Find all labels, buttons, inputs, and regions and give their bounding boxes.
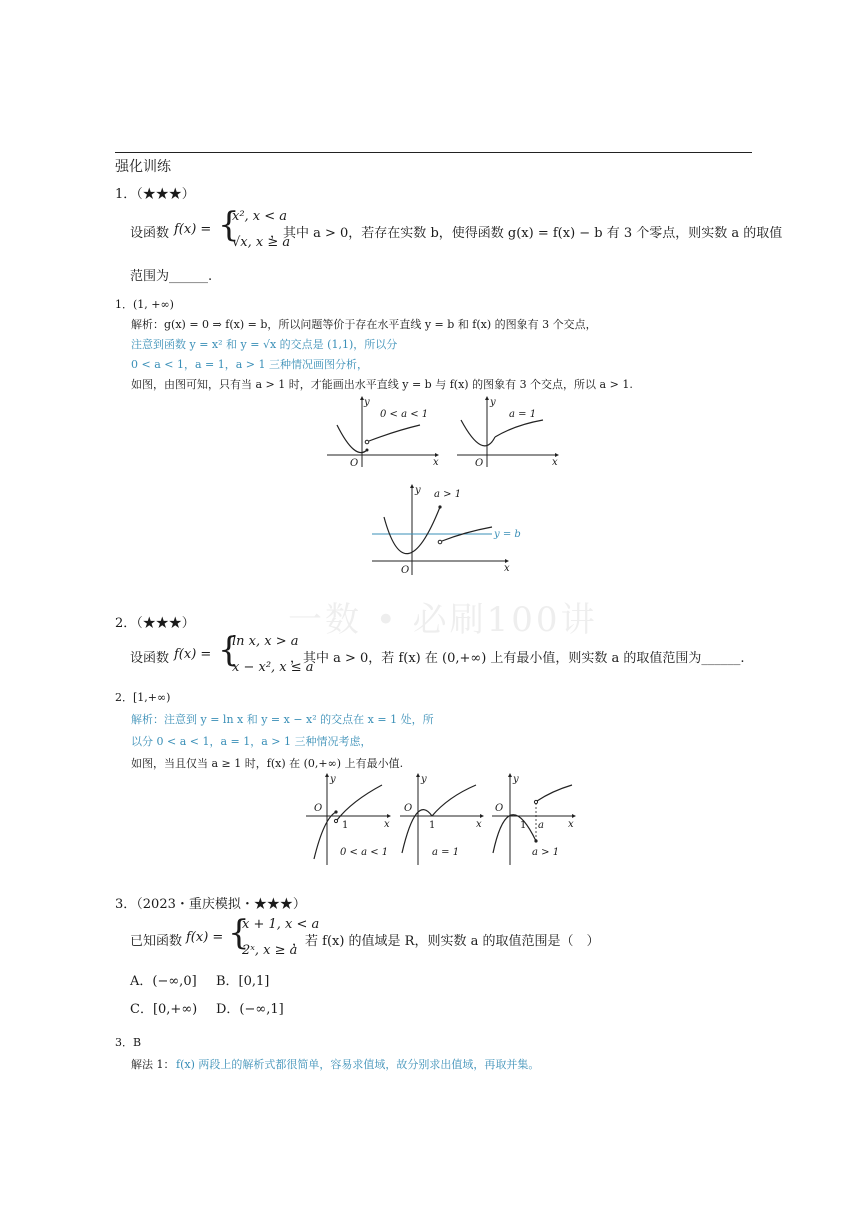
header-rule [115, 152, 752, 153]
q1-fx: f(x) = [174, 222, 212, 237]
q3-case2: 2ˣ, x ≥ a [242, 943, 298, 958]
a2-graph-1 [302, 773, 394, 868]
y-axis-arrow [416, 773, 420, 777]
q2-prefix: 设函数 [130, 651, 170, 666]
quadratic-branch [314, 812, 336, 859]
a1-line4: 如图，由图可知，只有当 a > 1 时，才能画出水平直线 y = b 与 f(x) 的图象有 3 个交点，所以 a > 1. [131, 378, 633, 391]
q2-text: ，其中 a > 0，若 f(x) 在 (0,+∞) 上有最小值，则实数 a 的取值范围为______. [290, 651, 745, 666]
q2-fx: f(x) = [174, 647, 212, 662]
graph-label: a = 1 [509, 409, 537, 420]
q2-number: 2．（★★★） [115, 616, 195, 631]
ln-branch [537, 785, 572, 801]
closed-point [334, 810, 337, 813]
x-label: x [476, 819, 482, 830]
origin-label: O [401, 565, 410, 576]
a2-answer: 2．[1,+∞) [115, 691, 171, 704]
q1-text: ，其中 a > 0，若存在实数 b，使得函数 g(x) = f(x) − b 有 3 个零点，则实数 a 的取值 [270, 226, 783, 241]
a1-graph-1 [325, 395, 440, 470]
a1-graph-3 [370, 483, 521, 578]
one-label: 1 [520, 820, 527, 831]
q1-prefix: 设函数 [130, 226, 170, 241]
origin-label: O [350, 458, 359, 469]
y-label: y [415, 485, 421, 496]
ln-branch [432, 785, 476, 816]
q1-number: 1．（★★★） [115, 187, 195, 202]
a1-line3: 0 < a < 1，a = 1，a > 1 三种情况画图分析， [131, 358, 369, 371]
a3-line1: f(x) 两段上的解析式都很简单，容易求值域，故分别求出值域，再取并集。 [176, 1058, 540, 1071]
a2-line3: 如图，当且仅当 a ≥ 1 时，f(x) 在 (0,+∞) 上有最小值. [131, 757, 404, 770]
q3-option-d: D．(−∞,1] [216, 1002, 284, 1017]
q1-case2: √x, x ≥ a [232, 235, 291, 250]
q3-number: 3．（2023・重庆模拟・★★★） [115, 897, 306, 912]
section-title: 强化训练 [115, 159, 171, 175]
q3-option-b: B．[0,1] [216, 974, 270, 989]
a2-graph-2 [398, 773, 488, 868]
q3-text: ，若 f(x) 的值域是 R，则实数 a 的取值范围是（ ） [292, 934, 600, 949]
origin-label: O [404, 803, 413, 814]
x-axis-arrow [572, 814, 576, 818]
q3-brace: { [228, 913, 250, 953]
origin-label: O [495, 803, 504, 814]
a2-line1: 解析：注意到 y = ln x 和 y = x − x² 的交点在 x = 1 处，所 [131, 713, 434, 726]
q3-option-a: A．(−∞,0] [130, 974, 197, 989]
x-axis-arrow [387, 814, 391, 818]
a2-line2: 以分 0 < a < 1，a = 1，a > 1 三种情况考虑， [131, 735, 372, 748]
parabola-branch [461, 420, 495, 446]
graph-label: 0 < a < 1 [340, 847, 389, 858]
q3-option-c: C．[0,+∞) [130, 1002, 198, 1017]
a3-line1-label: 解法 1： [131, 1058, 175, 1071]
sqrt-branch [495, 420, 543, 437]
a3-answer: 3．B [115, 1036, 142, 1049]
graph-label: 0 < a < 1 [380, 409, 429, 420]
open-point [438, 540, 442, 544]
sqrt-branch [369, 425, 420, 441]
q3-prefix: 已知函数 [130, 934, 183, 949]
q1-case1: x², x < a [232, 209, 288, 224]
q2-case1: ln x, x > a [232, 634, 299, 649]
q1-brace: { [218, 205, 240, 245]
a2-graph-3 [490, 773, 582, 868]
y-axis-arrow [325, 773, 329, 777]
y-axis-arrow [485, 396, 489, 400]
open-point [365, 440, 369, 444]
x-axis-arrow [480, 814, 484, 818]
quadratic-branch [493, 815, 536, 853]
x-label: x [504, 563, 510, 574]
y-label: y [513, 774, 519, 785]
y-label: y [421, 774, 427, 785]
x-label: x [433, 457, 439, 468]
graph-label: a > 1 [434, 489, 462, 500]
q3-case1: x + 1, x < a [242, 917, 320, 932]
y-axis-arrow [508, 773, 512, 777]
ln-branch [337, 785, 382, 820]
a1-line2: 注意到函数 y = x² 和 y = √x 的交点是 (1,1)，所以分 [131, 338, 398, 351]
x-label: x [384, 819, 390, 830]
q2-brace: { [218, 630, 240, 670]
y-axis-arrow [410, 484, 414, 488]
closed-point [438, 505, 441, 508]
graph-label: a > 1 [532, 847, 560, 858]
x-label: x [552, 457, 558, 468]
origin-label: O [314, 803, 323, 814]
a1-answer: 1．(1, +∞) [115, 298, 174, 311]
y-label: y [490, 397, 496, 408]
a1-line1: 解析：g(x) = 0 ⇒ f(x) = b，所以问题等价于存在水平直线 y = b 和 f(x) 的图象有 3 个交点， [131, 318, 597, 331]
yb-label: y = b [494, 529, 521, 540]
one-label: 1 [429, 820, 436, 831]
origin-label: O [475, 458, 484, 469]
one-label: 1 [342, 820, 349, 831]
q3-fx: f(x) = [186, 930, 224, 945]
y-label: y [364, 397, 370, 408]
graph-label: a = 1 [432, 847, 460, 858]
q2-case2: x − x², x ≤ a [232, 660, 314, 675]
q1-text2: 范围为______. [130, 269, 213, 284]
a-label: a [538, 820, 544, 831]
y-label: y [330, 774, 336, 785]
x-label: x [568, 819, 574, 830]
a1-graph-2 [455, 395, 565, 470]
watermark: 一数 • 必刷100讲 [288, 600, 598, 640]
closed-point [366, 449, 369, 452]
